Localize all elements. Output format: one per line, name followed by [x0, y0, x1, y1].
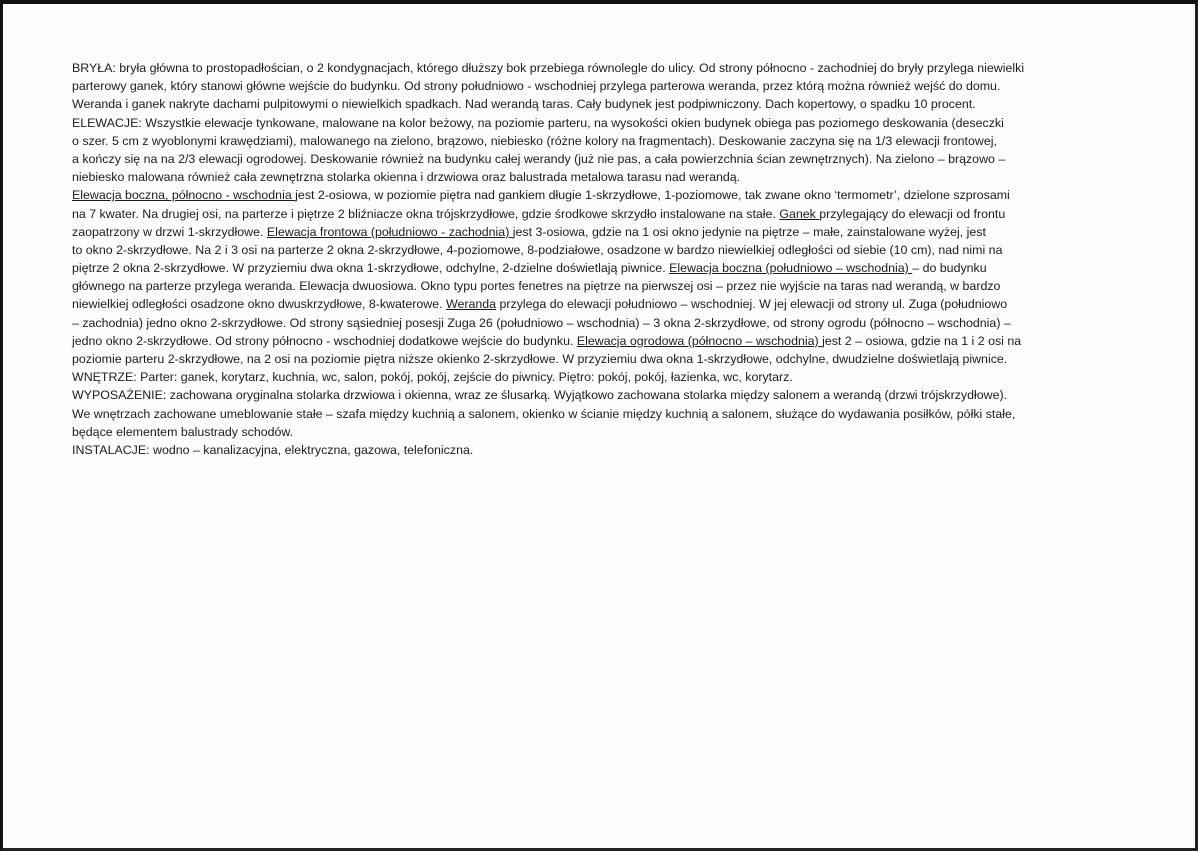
text-line: [72, 186, 1142, 204]
text-line: [72, 168, 1142, 186]
text-segment: parterowy ganek, który stanowi główne wejście do budynku. Od strony południowo - wschodniej przylega parterowa weranda, przez którą można również wejść do domu.: [72, 79, 1001, 94]
text-segment: głównego na parterze przylega weranda. Elewacja dwuosiowa. Okno typu portes fenetres na piętrze na pierwszej osi – przez nie wyjście na taras nad werandą, w bardzo: [72, 279, 1001, 294]
document-body: [72, 59, 1142, 459]
text-segment: INSTALACJE: wodno – kanalizacyjna, elektryczna, gazowa, telefoniczna.: [72, 442, 474, 457]
text-segment: o szer. 5 cm z wyoblonymi krawędziami), malowanego na zielono, brązowo, niebiesko (różne kolory na fragmentach). Deskowanie zaczyna się na 1/3 elewacji frontowej,: [72, 133, 997, 148]
text-line: [72, 95, 1142, 113]
text-line: [72, 59, 1142, 77]
text-segment: na 7 kwater. Na drugiej osi, na parterze i piętrze 2 bliźniacze okna trójskrzydłowe, gdzie środkowe skrzydło instalowane na stałe.: [72, 206, 780, 221]
underlined-heading: Weranda: [445, 297, 497, 312]
text-line: [72, 295, 1142, 313]
underlined-heading: Elewacja boczna, północno - wschodnia: [72, 188, 296, 203]
underlined-heading: Elewacja frontowa (południowo - zachodnia): [266, 224, 513, 239]
text-line: [72, 114, 1142, 132]
underlined-heading: Ganek: [779, 206, 820, 221]
text-line: [72, 332, 1142, 350]
text-segment: zaopatrzony w drzwi 1-skrzydłowe.: [72, 224, 267, 239]
text-segment: ELEWACJE: Wszystkie elewacje tynkowane, malowane na kolor beżowy, na poziomie parteru, na wysokości okien budynek obiega pas poziomego deskowania (deseczki: [72, 115, 1004, 130]
text-segment: jest 2-osiowa, w poziomie piętra nad gankiem długie 1-skrzydłowe, 1-poziomowe, tak zwane okno ‘termometr’, dzielone szprosami: [295, 188, 1010, 203]
underlined-heading: Elewacja ogrodowa (północno – wschodnia): [576, 333, 823, 348]
text-segment: będące elementem balustrady schodów.: [72, 424, 294, 439]
text-line: [72, 150, 1142, 168]
text-segment: jedno okno 2-skrzydłowe. Od strony północno - wschodniej dodatkowe wejście do budynku.: [72, 333, 577, 348]
text-segment: a kończy się na na 2/3 elewacji ogrodowej. Deskowanie również na budynku całej werandy (już nie pas, a cała powierzchnia ścian zewnętrznych). Na zielono – brązowo –: [72, 151, 1006, 166]
text-segment: WNĘTRZE: Parter: ganek, korytarz, kuchnia, wc, salon, pokój, pokój, zejście do piwnicy. Piętro: pokój, pokój, łazienka, wc, korytarz.: [72, 370, 793, 385]
text-segment: – do budynku: [912, 261, 987, 276]
text-segment: jest 3-osiowa, gdzie na 1 osi okno jedynie na piętrze – małe, zainstalowane wyżej, jest: [512, 224, 986, 239]
text-segment: jest 2 – osiowa, gdzie na 1 i 2 osi na: [822, 333, 1022, 348]
text-segment: przylega do elewacji południowo – wschodniej. W jej elewacji od strony ul. Zuga (południowo: [496, 297, 1008, 312]
text-line: [72, 368, 1142, 386]
text-line: [72, 314, 1142, 332]
text-segment: – zachodnia) jedno okno 2-skrzydłowe. Od strony sąsiedniej posesji Zuga 26 (południowo – wschodnia) – 3 okna 2-skrzydłowe, od strony ogrodu (północno – wschodnia) –: [72, 315, 1011, 330]
text-line: [72, 386, 1142, 404]
text-segment: przylegający do elewacji od frontu: [819, 206, 1006, 221]
text-line: [72, 277, 1142, 295]
text-line: [72, 77, 1142, 95]
text-line: [72, 350, 1142, 368]
text-line: [72, 423, 1142, 441]
text-line: [72, 223, 1142, 241]
text-line: [72, 132, 1142, 150]
text-line: [72, 405, 1142, 423]
text-segment: niebiesko malowana również cała zewnętrzna stolarka okienna i drzwiowa oraz balustrada metalowa tarasu nad werandą.: [72, 170, 741, 185]
underlined-heading: Elewacja boczna (południowo – wschodnia): [669, 261, 913, 276]
text-segment: poziomie parteru 2-skrzydłowe, na 2 osi na poziomie piętra niższe okienko 2-skrzydłowe. W przyziemiu dwa okna 1-skrzydłowe, odchylne, dwudzielne doświetlają piwnice.: [72, 352, 1008, 366]
text-segment: WYPOSAŻENIE: zachowana oryginalna stolarka drzwiowa i okienna, wraz ze ślusarką. Wyjątkowo zachowana stolarka między salonem a werandą (drzwi trójskrzydłowe).: [72, 388, 1008, 403]
text-segment: We wnętrzach zachowane umeblowanie stałe – szafa między kuchnią a salonem, okienko w ścianie między kuchnią a salonem, służące do wydawania posiłków, półki stałe,: [72, 406, 1016, 421]
text-segment: niewielkiej odległości osadzone okno dwuskrzydłowe, 8-kwaterowe.: [72, 297, 446, 312]
text-line: [72, 241, 1142, 259]
text-segment: BRYŁA: bryła główna to prostopadłościan, o 2 kondygnacjach, którego dłuższy bok przebiega równolegle do ulicy. Od strony północno - zachodniej do bryły przylega niewielki: [72, 61, 1025, 75]
text-segment: piętrze 2 okna 2-skrzydłowe. W przyziemiu dwa okna 1-skrzydłowe, odchylne, 2-dzielne doświetlają piwnice.: [72, 261, 670, 276]
text-line: [72, 205, 1142, 223]
text-segment: Weranda i ganek nakryte dachami pulpitowymi o niewielkich spadkach. Nad werandą taras. Cały budynek jest podpiwniczony. Dach kopertowy, o spadku 10 procent.: [72, 97, 976, 112]
text-line: [72, 441, 1142, 459]
text-line: [72, 259, 1142, 277]
text-segment: to okno 2-skrzydłowe. Na 2 i 3 osi na parterze 2 okna 2-skrzydłowe, 4-poziomowe, 8-podziałowe, osadzone w bardzo niewielkiej odległości od siebie (10 cm), nad nimi na: [72, 242, 1003, 257]
